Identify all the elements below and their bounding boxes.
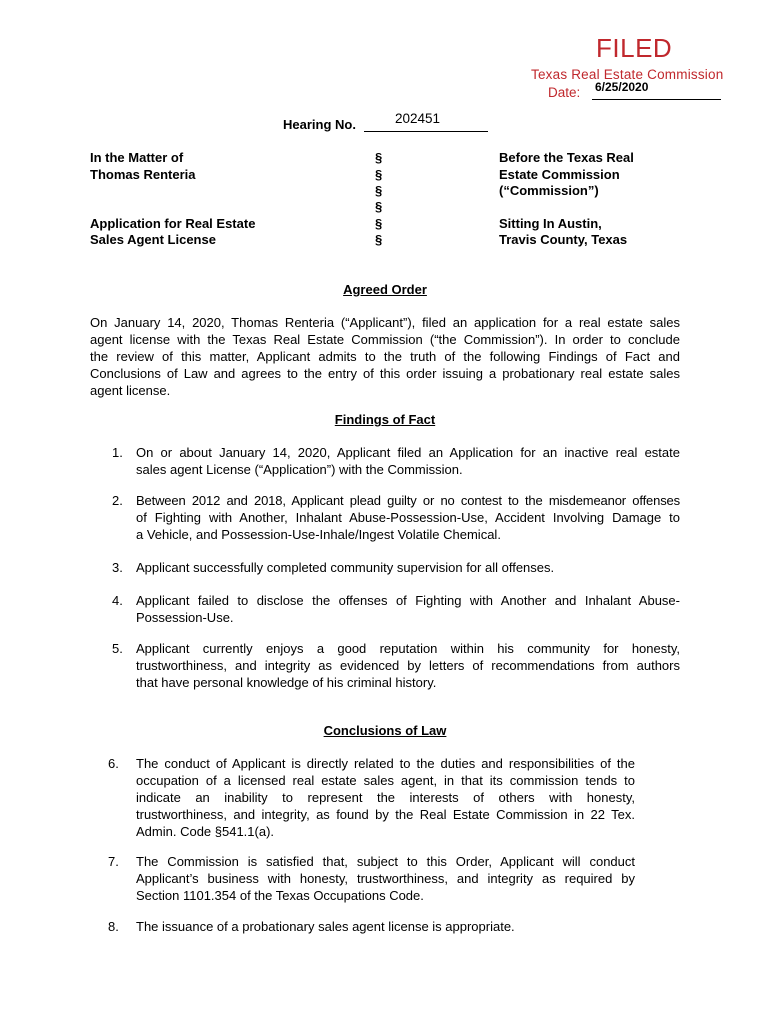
section-mark: § [375,199,383,214]
conclusion-number: 6. [108,756,119,771]
caption-right-line-4: Sitting In Austin, [499,216,602,231]
conclusion-line: The issuance of a probationary sales agent license is appropriate. [136,919,515,934]
finding-line: Between 2012 and 2018, Applicant plead guilty or no contest to the misdemeanor offenses [136,493,680,508]
filed-stamp-title: FILED [596,33,673,63]
conclusion-line: trustworthiness, and integrity, as found by the Real Estate Commission in 22 Tex. [136,807,635,822]
findings-heading: Findings of Fact [334,412,436,427]
section-mark: § [375,232,383,247]
caption-left-line-2: Thomas Renteria [90,167,196,182]
filed-stamp-date-value: 6/25/2020 [595,80,649,94]
filed-stamp-date-label: Date: [548,85,581,100]
caption-right-line-2: Estate Commission [499,167,620,182]
caption-right-line-5: Travis County, Texas [499,232,628,247]
finding-number: 4. [112,593,123,608]
section-mark: § [375,167,383,182]
finding-number: 2. [112,493,123,508]
finding-number: 3. [112,560,123,575]
finding-line: Applicant successfully completed community supervision for all offenses. [136,560,555,575]
caption-right-line-3: (“Commission”) [499,183,599,198]
conclusion-line: Admin. Code §541.1(a). [136,824,275,839]
hearing-number-label: Hearing No. [283,117,356,132]
finding-number: 5. [112,641,123,656]
conclusion-line: The conduct of Applicant is directly related to the duties and responsibilities of the [136,756,635,771]
hearing-number-line [364,131,488,132]
agreed-order-heading: Agreed Order [343,282,427,297]
conclusion-line: Applicant’s business with honesty, trustworthiness, and integrity as required by [136,871,635,886]
agreed-order-paragraph [90,314,680,399]
conclusion-line: Section 1101.354 of the Texas Occupations Code. [136,888,424,903]
section-mark: § [375,183,383,198]
finding-line: sales agent License (“Application”) with the Commission. [136,462,463,477]
paragraph-line: On January 14, 2020, Thomas Renteria (“Applicant”), filed an application for a real estate sales [90,315,680,330]
finding-line: that have personal knowledge of his criminal history. [136,675,437,690]
conclusion-number: 7. [108,854,119,869]
finding-line: On or about January 14, 2020, Applicant filed an Application for an inactive real estate [136,445,680,460]
section-mark: § [375,150,383,165]
filed-stamp-commission: Texas Real Estate Commission [531,67,724,82]
conclusion-line: The Commission is satisfied that, subject to this Order, Applicant will conduct [136,854,635,869]
paragraph-line: agent license with the Texas Real Estate Commission (“the Commission”). In order to conclude [90,332,680,347]
conclusions-heading: Conclusions of Law [323,723,447,738]
finding-line: Applicant currently enjoys a good reputation within his community for honesty, [136,641,680,656]
paragraph-line: Conclusions of Law and agrees to the entry of this order issuing a probationary real estate sales [90,366,680,381]
conclusion-line: indicate an inability to represent the interests of others with honesty, [136,790,635,805]
paragraph-line: the review of this matter, Applicant admits to the truth of the following Findings of Fact and [90,349,680,364]
finding-line: Possession-Use. [136,610,234,625]
caption-left-line-4: Sales Agent License [90,232,216,247]
hearing-number-value: 202451 [395,111,441,126]
finding-number: 1. [112,445,123,460]
conclusion-line: occupation of a licensed real estate sales agent, in that its commission tends to [136,773,635,788]
section-mark: § [375,216,383,231]
finding-line: Applicant failed to disclose the offenses of Fighting with Another and Inhalant Abuse- [136,593,680,608]
filed-stamp-date-line [592,99,721,100]
caption-right-line-1: Before the Texas Real [499,150,634,165]
paragraph-line: agent license. [90,383,171,398]
finding-line: a Vehicle, and Possession-Use-Inhale/Ingest Volatile Chemical. [136,527,501,542]
caption-left-line-3: Application for Real Estate [90,216,256,231]
caption-left-line-1: In the Matter of [90,150,184,165]
conclusion-number: 8. [108,919,119,934]
finding-line: of Fighting with Another, Inhalant Abuse-Possession-Use, Accident Involving Damage to [136,510,680,525]
finding-line: trustworthiness, and integrity as evidenced by letters of recommendations from authors [136,658,680,673]
